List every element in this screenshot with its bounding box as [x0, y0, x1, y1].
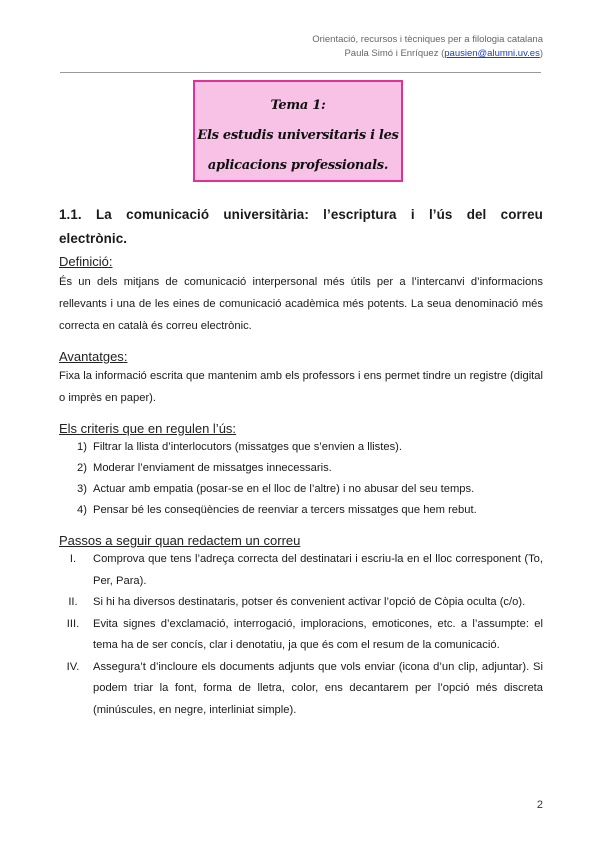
course-title: Orientació, recursos i tècniques per a filologia catalana	[312, 34, 543, 45]
avantatges-text: Fixa la informació escrita que mantenim amb els professors i ens permet tindre un registre (digital o imprès en paper).	[59, 370, 543, 404]
avantatges-heading: Avantatges:	[59, 349, 128, 364]
header-divider	[60, 72, 541, 73]
criteris-heading: Els criteris que en regulen l’ús:	[59, 421, 237, 436]
list-item: 3) Actuar amb empatia (posar-se en el lloc de l’altre) i no abusar del seu temps.	[77, 483, 475, 495]
page-header	[312, 33, 543, 61]
topic-title-box	[193, 80, 403, 182]
list-item: 2) Moderar l’enviament de missatges innecessaris.	[77, 462, 332, 474]
list-item: I. Comprova que tens l’adreça correcta del destinatari i escriu-la en el lloc corresponent (To, Per, Para).	[69, 553, 543, 587]
page-number: 2	[536, 799, 543, 811]
criteris-list	[59, 437, 543, 521]
list-item: III. Evita signes d’exclamació, interrogació, imploracions, emoticones, etc. a l’assumpte: el tema ha de ser concís, clar i denotatiu, ja que és com el resum de la comunicació.	[66, 617, 543, 651]
section-heading: 1.1. La comunicació universitària: l’escriptura i l’ús del correu electrònic.	[59, 207, 543, 246]
author-line: Paula Simó i Enríquez (pausien@alumni.uv.es)	[344, 48, 543, 59]
topic-title-line2: aplicacions professionals.	[207, 158, 389, 173]
passos-heading: Passos a seguir quan redactem un correu	[59, 533, 301, 548]
list-item: II. Si hi ha diversos destinataris, potser és convenient activar l’opció de Còpia oculta (c/o).	[68, 596, 526, 608]
definicio-heading: Definició:	[59, 254, 113, 269]
list-item: IV. Assegura’t d’incloure els documents adjunts que vols enviar (icona d’un clip, adjuntar). Si podem triar la font, forma de lletra, color, ens decantarem per l’opció més discreta (minúscules, en negre, interliniat simple).	[66, 660, 543, 716]
topic-number: Tema 1:	[270, 98, 326, 113]
author-email-link[interactable]: pausien@alumni.uv.es	[444, 48, 540, 59]
page-content	[59, 203, 543, 721]
passos-list	[59, 549, 543, 721]
list-item: 1) Filtrar la llista d’interlocutors (missatges que s’envien a llistes).	[77, 441, 403, 453]
list-item: 4) Pensar bé les conseqüències de reenviar a tercers missatges que hem rebut.	[77, 504, 477, 516]
definicio-text: És un dels mitjans de comunicació interpersonal més útils per a l’intercanvi d’informacions rellevants i una de les eines de comunicació acadèmica més potents. La seua denominació més correcta en català és correu electrònic.	[59, 276, 543, 332]
topic-title-line1: Els estudis universitaris i les	[197, 128, 399, 143]
